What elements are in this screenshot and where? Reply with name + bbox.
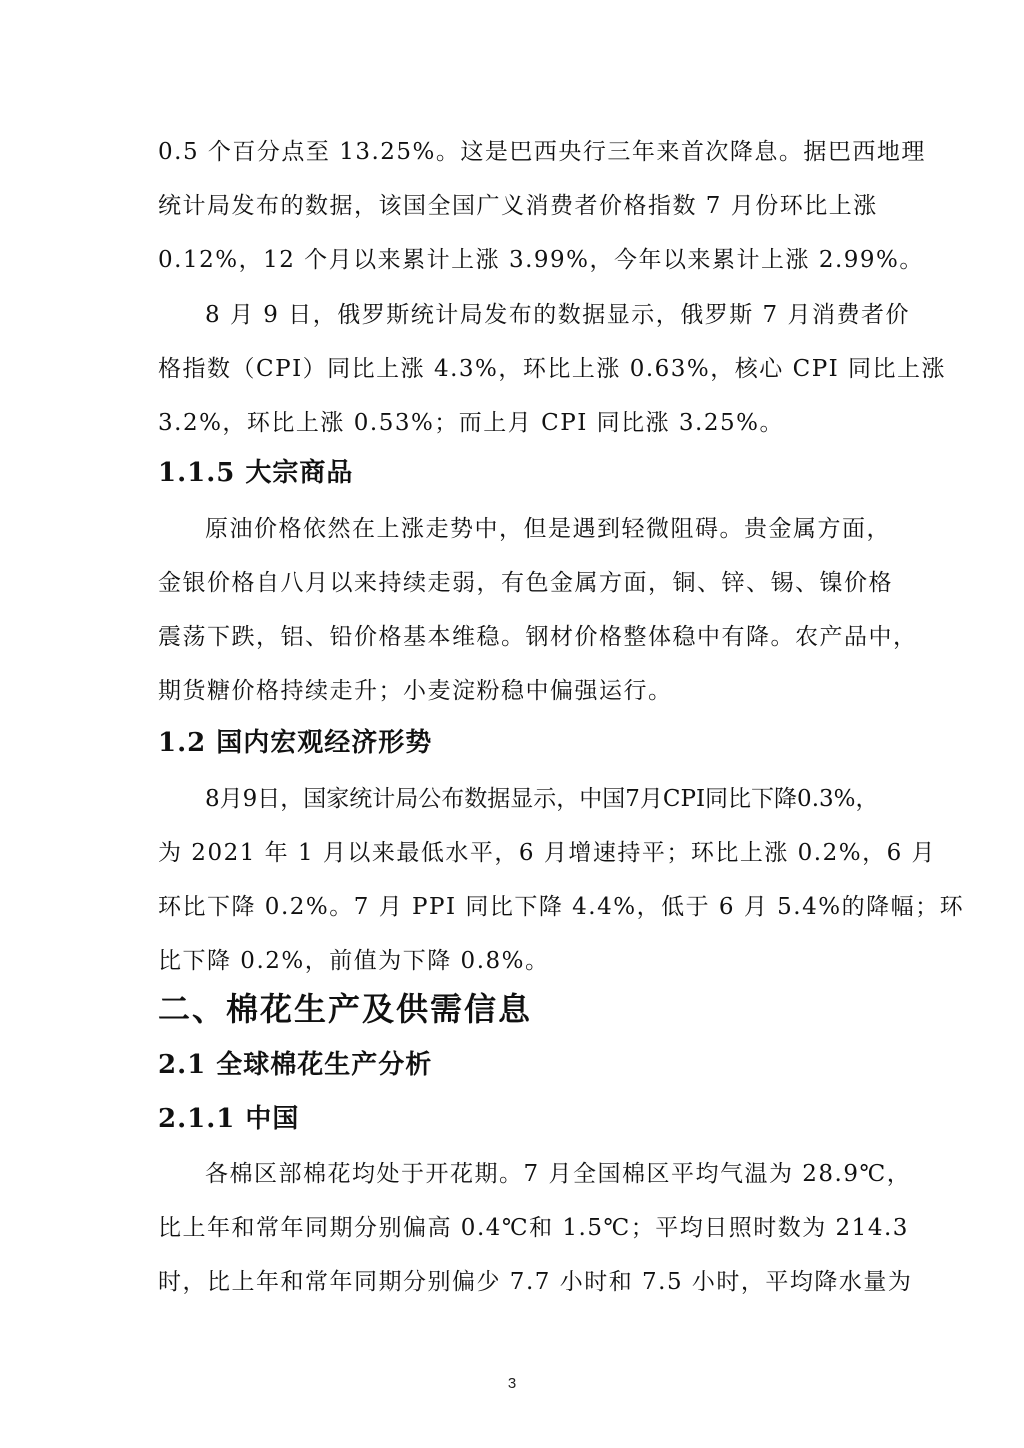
section-heading-1-2: 1.2 国内宏观经济形势 xyxy=(158,728,433,758)
body-text-line: 为 2021 年 1 月以来最低水平，6 月增速持平；环比上涨 0.2%，6 月 xyxy=(158,840,937,866)
body-text-line: 格指数（CPI）同比上涨 4.3%，环比上涨 0.63%，核心 CPI 同比上涨 xyxy=(158,356,947,382)
body-text-line: 8 月 9 日，俄罗斯统计局发布的数据显示，俄罗斯 7 月消费者价 xyxy=(205,302,910,328)
section-heading-2-1: 2.1 全球棉花生产分析 xyxy=(158,1050,433,1080)
body-text-line: 3.2%，环比上涨 0.53%；而上月 CPI 同比涨 3.25%。 xyxy=(158,410,784,436)
body-text-line: 环比下降 0.2%。7 月 PPI 同比下降 4.4%，低于 6 月 5.4%的降幅；环 xyxy=(158,894,965,920)
body-text-line: 比下降 0.2%，前值为下降 0.8%。 xyxy=(158,948,550,974)
body-text-line: 期货糖价格持续走升；小麦淀粉稳中偏强运行。 xyxy=(158,678,673,704)
body-text-line: 各棉区部棉花均处于开花期。7 月全国棉区平均气温为 28.9℃， xyxy=(205,1161,912,1187)
body-text-line: 0.5 个百分点至 13.25%。这是巴西央行三年来首次降息。据巴西地理 xyxy=(158,139,926,165)
body-text-line: 金银价格自八月以来持续走弱，有色金属方面，铜、锌、锡、镍价格 xyxy=(158,570,893,596)
chapter-heading-2: 二、棉花生产及供需信息 xyxy=(158,990,533,1028)
section-heading-1-1-5: 1.1.5 大宗商品 xyxy=(158,458,354,488)
section-heading-2-1-1: 2.1.1 中国 xyxy=(158,1104,300,1134)
page-number: 3 xyxy=(507,1375,517,1392)
body-text-line: 0.12%，12 个月以来累计上涨 3.99%，今年以来累计上涨 2.99%。 xyxy=(158,247,924,273)
body-text-line: 8月9日，国家统计局公布数据显示，中国7月CPI同比下降0.3%， xyxy=(205,786,879,812)
body-text-line: 比上年和常年同期分别偏高 0.4℃和 1.5℃；平均日照时数为 214.3 xyxy=(158,1215,909,1241)
body-text-line: 时，比上年和常年同期分别偏少 7.7 小时和 7.5 小时，平均降水量为 xyxy=(158,1269,913,1295)
body-text-line: 统计局发布的数据，该国全国广义消费者价格指数 7 月份环比上涨 xyxy=(158,193,878,219)
body-text-line: 震荡下跌，铝、铅价格基本维稳。钢材价格整体稳中有降。农产品中， xyxy=(158,624,918,650)
body-text-line: 原油价格依然在上涨走势中，但是遇到轻微阻碍。贵金属方面， xyxy=(205,516,891,542)
